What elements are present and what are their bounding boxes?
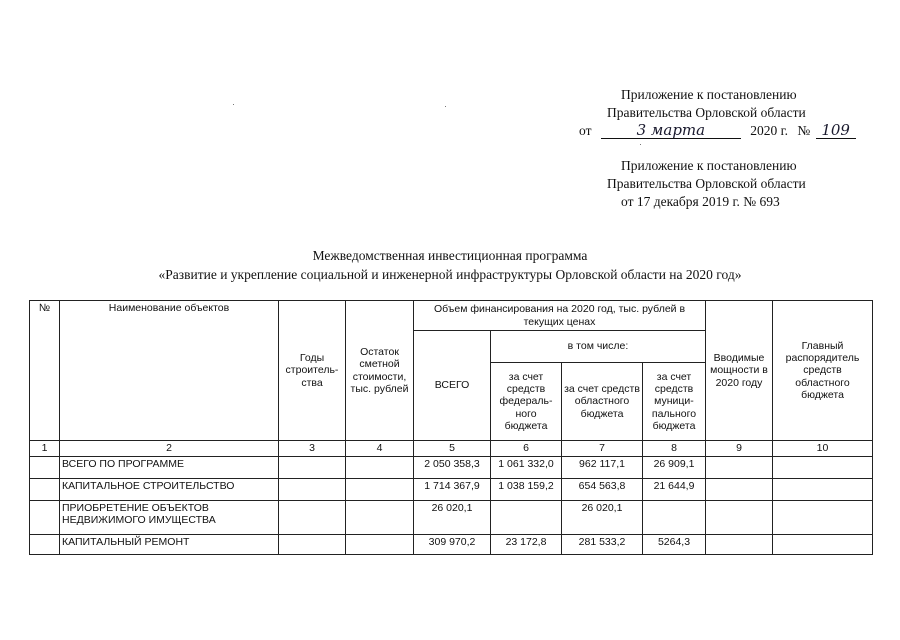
header-manager: Главный распорядитель средств областного бюджета — [773, 301, 873, 441]
header-regional: за счет средств областного бюджета — [562, 363, 643, 441]
column-number: 10 — [773, 441, 873, 457]
program-title-line1: Межведомственная инвестиционная программа — [312, 248, 588, 263]
cell-capacity — [706, 535, 773, 555]
appendix1-no-sign: № — [797, 123, 811, 138]
cell-name: ВСЕГО ПО ПРОГРАММЕ — [60, 457, 279, 479]
cell-regional: 654 563,8 — [562, 479, 643, 501]
appendix1-line1: Приложение к постановлению — [621, 87, 797, 102]
cell-years — [279, 479, 346, 501]
handwritten-date: 3 марта — [636, 121, 706, 139]
appendix1-year: 2020 г. — [750, 123, 788, 138]
header-including: в том числе: — [491, 331, 706, 363]
cell-capacity — [706, 501, 773, 535]
header-balance: Остаток сметной стоимости, тыс. рублей — [346, 301, 414, 441]
table-row — [30, 501, 873, 535]
cell-regional: 26 020,1 — [562, 501, 643, 535]
header-no: № — [30, 301, 60, 441]
cell-balance — [346, 535, 414, 555]
appendix1-date-field — [601, 123, 741, 139]
table-row — [30, 457, 873, 479]
column-number: 2 — [60, 441, 279, 457]
cell-total: 309 970,2 — [414, 535, 491, 555]
cell-name: ПРИОБРЕТЕНИЕ ОБЪЕКТОВ НЕДВИЖИМОГО ИМУЩЕСТВА — [60, 501, 279, 535]
cell-no — [30, 457, 60, 479]
program-title-line2: «Развитие и укрепление социальной и инженерной инфраструктуры Орловской области на 2020 год» — [158, 267, 742, 282]
cell-municipal: 21 644,9 — [643, 479, 706, 501]
cell-federal — [491, 501, 562, 535]
header-years: Годы строитель-ства — [279, 301, 346, 441]
cell-federal: 1 061 332,0 — [491, 457, 562, 479]
header-capacity: Вводимые мощности в 2020 году — [706, 301, 773, 441]
appendix2-line1: Приложение к постановлению — [621, 158, 797, 173]
scan-speck — [233, 104, 234, 105]
appendix1-date-line — [579, 123, 856, 139]
cell-federal: 1 038 159,2 — [491, 479, 562, 501]
cell-manager — [773, 501, 873, 535]
cell-balance — [346, 457, 414, 479]
cell-regional: 281 533,2 — [562, 535, 643, 555]
column-number: 7 — [562, 441, 643, 457]
header-municipal: за счет средств муници-пального бюджета — [643, 363, 706, 441]
column-number: 5 — [414, 441, 491, 457]
column-number: 3 — [279, 441, 346, 457]
appendix1-line2: Правительства Орловской области — [607, 105, 806, 120]
table-row — [30, 535, 873, 555]
header-total: ВСЕГО — [414, 331, 491, 441]
cell-capacity — [706, 457, 773, 479]
column-number: 6 — [491, 441, 562, 457]
cell-name: КАПИТАЛЬНЫЙ РЕМОНТ — [60, 535, 279, 555]
column-number: 8 — [643, 441, 706, 457]
scan-speck — [445, 106, 446, 107]
cell-years — [279, 457, 346, 479]
column-number: 1 — [30, 441, 60, 457]
cell-municipal: 5264,3 — [643, 535, 706, 555]
cell-federal: 23 172,8 — [491, 535, 562, 555]
cell-total: 26 020,1 — [414, 501, 491, 535]
cell-total: 1 714 367,9 — [414, 479, 491, 501]
cell-no — [30, 535, 60, 555]
cell-manager — [773, 479, 873, 501]
cell-balance — [346, 479, 414, 501]
cell-years — [279, 535, 346, 555]
appendix1-from: от — [579, 123, 592, 138]
column-number-row — [30, 441, 873, 457]
header-federal: за счет средств федераль-ного бюджета — [491, 363, 562, 441]
appendix2-line2: Правительства Орловской области — [607, 176, 806, 191]
investment-program-table — [29, 300, 873, 555]
cell-years — [279, 501, 346, 535]
column-number: 4 — [346, 441, 414, 457]
cell-balance — [346, 501, 414, 535]
cell-no — [30, 479, 60, 501]
cell-municipal — [643, 501, 706, 535]
appendix1-number-field — [816, 123, 856, 139]
header-funding: Объем финансирования на 2020 год, тыс. рублей в текущих ценах — [414, 301, 706, 331]
table-row — [30, 479, 873, 501]
cell-capacity — [706, 479, 773, 501]
cell-municipal: 26 909,1 — [643, 457, 706, 479]
header-name: Наименование объектов — [60, 301, 279, 441]
cell-name: КАПИТАЛЬНОЕ СТРОИТЕЛЬСТВО — [60, 479, 279, 501]
cell-manager — [773, 457, 873, 479]
scan-speck — [640, 144, 641, 145]
cell-no — [30, 501, 60, 535]
handwritten-number: 109 — [821, 121, 850, 139]
column-number: 9 — [706, 441, 773, 457]
cell-manager — [773, 535, 873, 555]
cell-regional: 962 117,1 — [562, 457, 643, 479]
cell-total: 2 050 358,3 — [414, 457, 491, 479]
appendix2-line3: от 17 декабря 2019 г. № 693 — [621, 194, 780, 209]
